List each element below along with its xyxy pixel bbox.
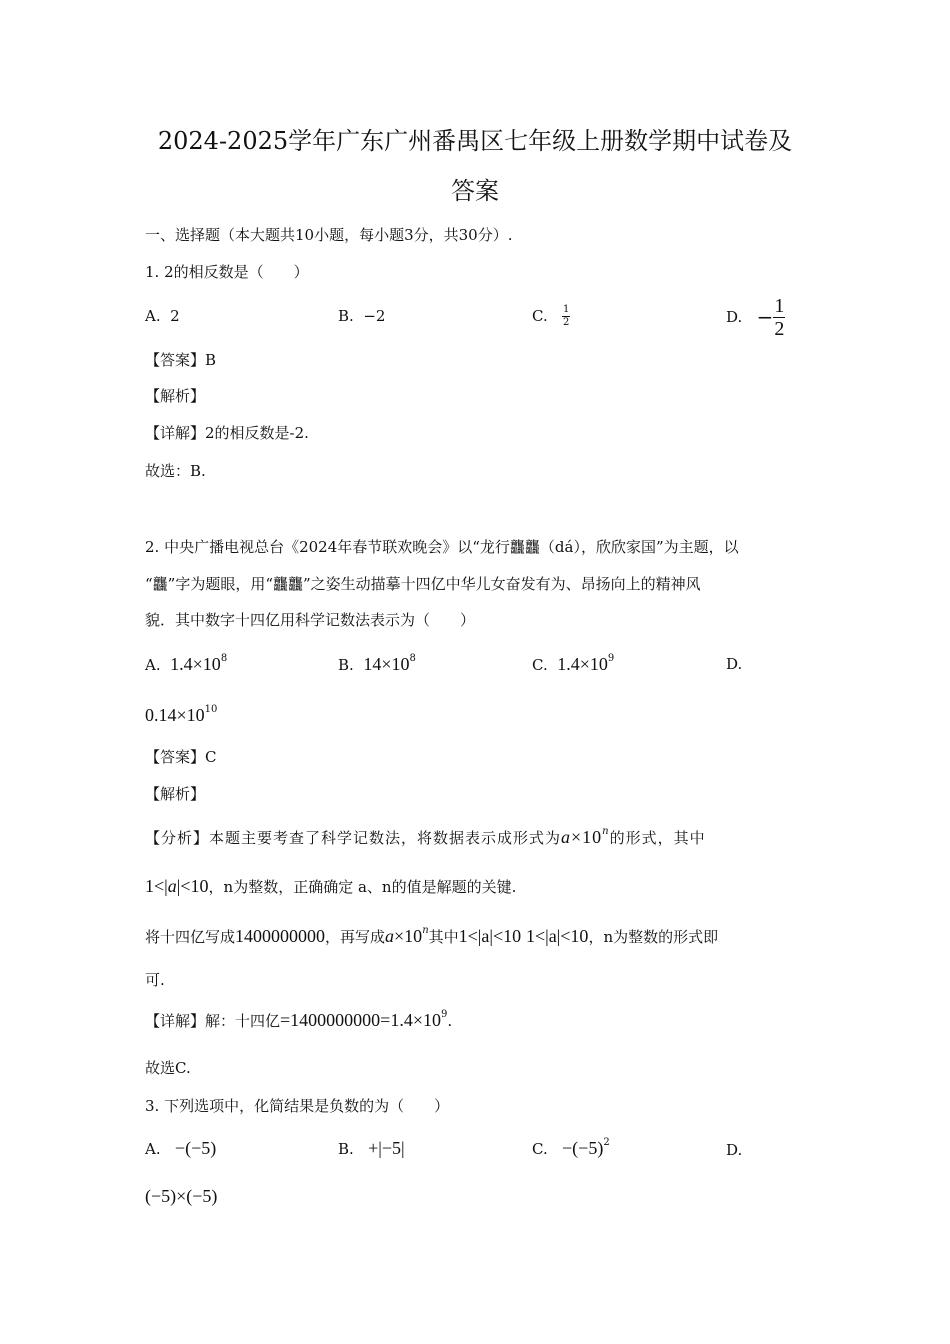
- option-value: 2: [170, 307, 180, 325]
- option-label: A.: [145, 307, 161, 325]
- option-label: A.: [145, 656, 161, 674]
- q2-option-a: [145, 654, 227, 675]
- math-op: ×10: [394, 926, 423, 946]
- option-label: A.: [145, 1140, 161, 1158]
- exponent: 10: [204, 704, 218, 715]
- math-cond: 1<|a|<10: [525, 926, 589, 946]
- q2-stem-line1: 2. 中央广播电视总台《2024年春节联欢晚会》以“龙行龘龘（dá），欣欣家国”为主题，以: [145, 538, 739, 556]
- exponent: 8: [409, 653, 416, 664]
- document-title-line1: 2024-2025学年广东广州番禺区七年级上册数学期中试卷及: [157, 127, 793, 155]
- math-number: 1400000000: [235, 926, 326, 946]
- option-value: 14×10: [363, 654, 410, 674]
- exponent: n: [602, 826, 610, 837]
- analysis-text: ，n为整数，正确确定 a、n的值是解题的关键.: [208, 878, 517, 896]
- section-heading: 一、选择题（本大题共10小题，每小题3分，共30分）.: [145, 226, 513, 244]
- option-label: C.: [532, 656, 548, 674]
- q1-answer: 【答案】B: [145, 351, 217, 369]
- q2-conclusion: 故选C.: [145, 1059, 191, 1077]
- option-value: −(−5): [562, 1138, 604, 1158]
- fraction-numerator: 1: [563, 303, 570, 315]
- q2-answer: 【答案】C: [145, 748, 217, 766]
- document-title-line2: 答案: [451, 177, 499, 205]
- option-label: C.: [532, 1140, 548, 1158]
- q2-analysis-line2: [145, 876, 516, 897]
- exponent: 9: [440, 1009, 448, 1020]
- option-label: B.: [338, 1140, 354, 1158]
- fraction-numerator: 1: [774, 294, 785, 317]
- minus-sign: −: [756, 305, 774, 329]
- math-eq: =1400000000=1.4×10: [280, 1010, 441, 1030]
- option-value: 1.4×10: [170, 654, 221, 674]
- fraction: [562, 305, 570, 328]
- math-var: a: [167, 876, 177, 896]
- option-value: (−5)×(−5): [145, 1186, 218, 1206]
- q1-option-c: [532, 302, 570, 330]
- q1-stem: 1. 2的相反数是（ ）: [145, 263, 309, 281]
- option-value: +|−5|: [368, 1138, 405, 1158]
- step-text: ，n为整数的形式即: [588, 928, 719, 946]
- exponent: n: [422, 925, 429, 936]
- detail-text: 【详解】解：十四亿: [145, 1012, 281, 1030]
- math-cond: 1<|: [145, 876, 168, 896]
- q1-detail: 【详解】2的相反数是-2.: [145, 424, 309, 442]
- step-text: 将十四亿写成: [145, 928, 236, 946]
- exponent: 9: [607, 653, 615, 664]
- q2-stem-line2: “龘”字为题眼，用“龘龘”之姿生动描摹十四亿中华儿女奋发有为、昂扬向上的精神风: [145, 575, 701, 593]
- math-var: a: [561, 827, 572, 847]
- q1-option-d: [726, 294, 785, 340]
- q2-option-c: [532, 654, 614, 675]
- option-value: −2: [363, 307, 386, 325]
- q1-analysis-heading: 【解析】: [145, 387, 206, 405]
- analysis-text: 的形式，其中: [609, 829, 706, 847]
- analysis-text: 【分析】本题主要考查了科学记数法，将数据表示成形式为: [145, 829, 562, 847]
- q3-option-a: [145, 1138, 216, 1159]
- q2-option-d-label: D.: [726, 655, 743, 673]
- exponent: 8: [220, 653, 228, 664]
- q2-step-line2: 可.: [145, 971, 165, 989]
- step-text: 其中: [428, 928, 459, 946]
- exponent: 2: [603, 1137, 610, 1148]
- detail-text: .: [447, 1012, 453, 1030]
- q2-analysis-heading: 【解析】: [145, 785, 206, 803]
- option-value: 0.14×10: [145, 705, 205, 725]
- q2-stem-line3: 貌．其中数字十四亿用科学记数法表示为（ ）: [145, 611, 476, 629]
- fraction: [773, 296, 785, 339]
- q3-option-b: [338, 1138, 405, 1159]
- q2-option-d: [145, 705, 217, 726]
- q1-option-b: [338, 306, 385, 326]
- math-var: a: [385, 926, 395, 946]
- q2-analysis-line1: [145, 827, 706, 848]
- q2-step-line1: [145, 926, 718, 947]
- option-label: C.: [532, 307, 548, 325]
- math-cond: 1<|a|<10: [458, 926, 522, 946]
- q3-stem: 3. 下列选项中，化简结果是负数的为（ ）: [145, 1097, 450, 1115]
- q3-option-c: [532, 1138, 610, 1159]
- q3-option-d: [145, 1186, 217, 1207]
- q1-option-a: [145, 306, 180, 326]
- step-text: ，再写成: [325, 928, 386, 946]
- q2-option-b: [338, 654, 416, 675]
- q2-detail: [145, 1010, 452, 1031]
- q1-conclusion: 故选：B.: [145, 462, 206, 480]
- math-cond: |<10: [176, 876, 209, 896]
- q3-option-d-label: D.: [726, 1141, 743, 1159]
- option-label: D.: [726, 308, 743, 326]
- option-label: B.: [338, 656, 354, 674]
- fraction-denominator: 2: [563, 316, 570, 328]
- option-value: 1.4×10: [557, 654, 608, 674]
- fraction-denominator: 2: [774, 317, 785, 340]
- option-value: −(−5): [174, 1138, 217, 1158]
- math-op: ×10: [571, 827, 603, 847]
- option-label: B.: [338, 307, 354, 325]
